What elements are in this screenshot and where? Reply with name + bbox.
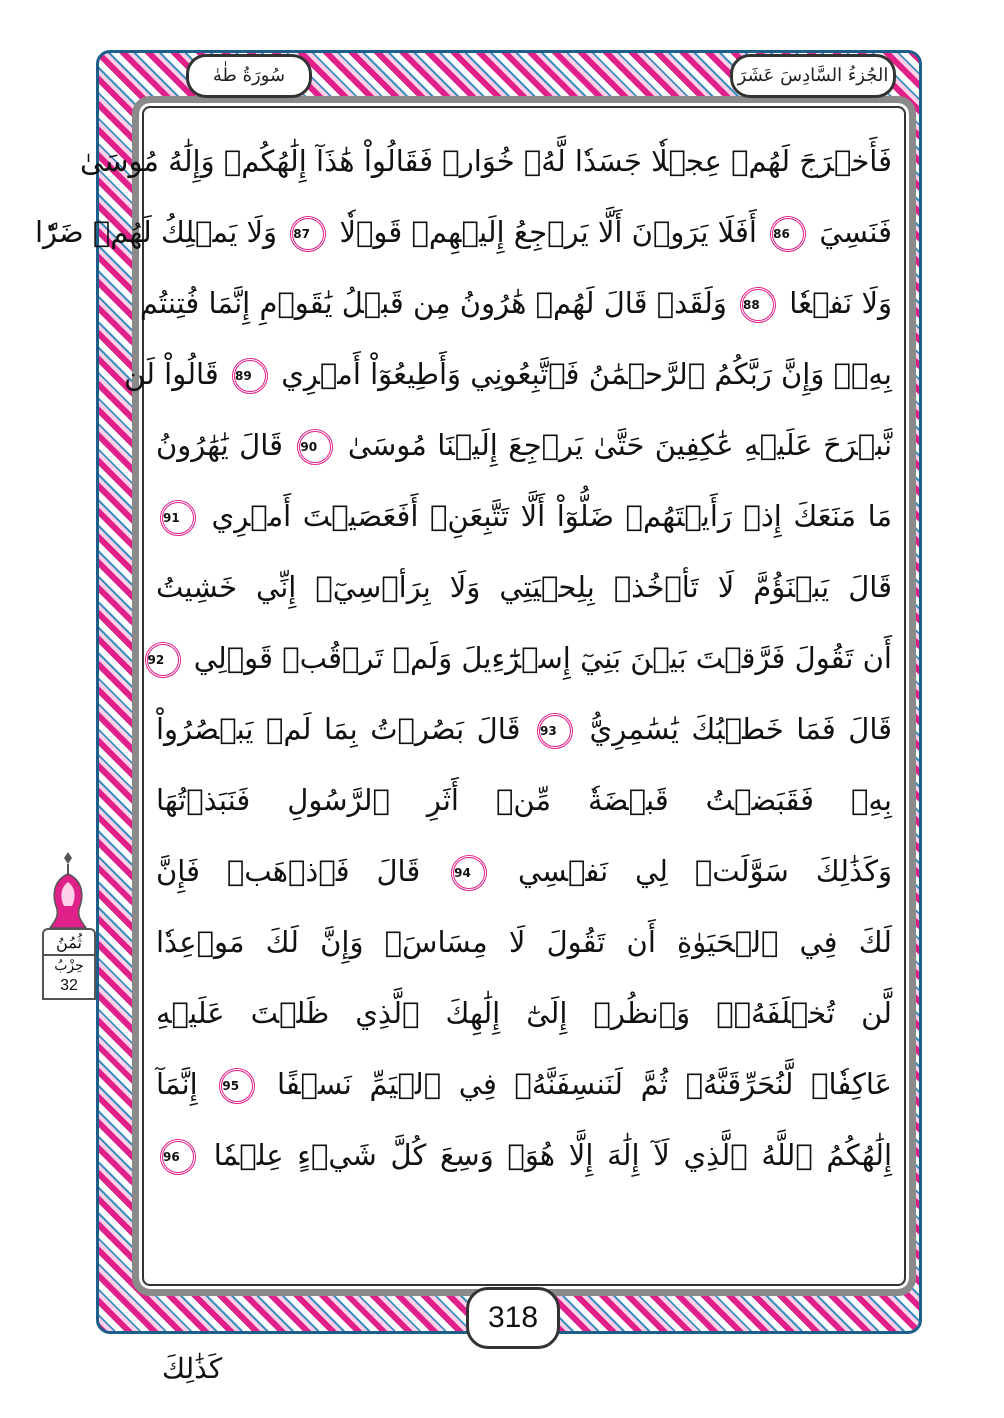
ayah-number-marker: 92 [145,642,181,678]
verse-text: قَالَ فَمَا خَطۡبُكَ يَٰسَٰمِرِيُّ [589,712,893,746]
verse-text: فَأَخۡرَجَ لَهُمۡ عِجۡلٗا جَسَدٗا لَّهُۥ خُوَارٞ فَقَالُواْ هَٰذَآ إِلَٰهُكُمۡ وَإِلَٰهُ مُوسَىٰ [79,144,892,178]
verse-text: مَا مَنَعَكَ إِذۡ رَأَيۡتَهُمۡ ضَلُّوٓاْ أَلَّا تَتَّبِعَنِۖ أَفَعَصَيۡتَ أَمۡرِي [211,499,892,533]
text-line [124,339,892,410]
verse-text: نَّبۡرَحَ عَلَيۡهِ عَٰكِفِينَ حَتَّىٰ يَرۡجِعَ إِلَيۡنَا مُوسَىٰ [347,428,893,462]
text-line [156,836,892,907]
verse-text: قَالُواْ لَن [124,357,219,391]
text-line [156,978,892,1049]
hizb-ornament-icon [46,850,90,930]
verse-text: فَنَسِيَ [819,215,892,249]
text-line [156,1049,892,1120]
hizb-quarter-label: ثُمُنُ [42,928,96,956]
text-line [79,126,892,197]
ayah-number-marker: 86 [770,216,806,252]
hizb-number: 32 [60,977,78,994]
surah-title: سُورَةُ طٰهٰ [186,54,312,98]
verse-text: قَالَ يَبۡنَؤُمَّ لَا تَأۡخُذۡ بِلِحۡيَتِي وَلَا بِرَأۡسِيٓۖ إِنِّي خَشِيتُ [156,570,892,604]
verse-text: إِلَٰهُكُمُ ٱللَّهُ ٱلَّذِي لَآ إِلَٰهَ إِلَّا هُوَۚ وَسِعَ كُلَّ شَيۡءٍ عِلۡمٗا [213,1138,893,1172]
verse-text: أَفَلَا يَرَوۡنَ أَلَّا يَرۡجِعُ إِلَيۡهِمۡ قَوۡلٗا [339,215,757,249]
ayah-number-marker: 90 [297,429,333,465]
text-line [34,197,892,268]
verse-text: وَلَقَدۡ قَالَ لَهُمۡ هَٰرُونُ مِن قَبۡلُ يَٰقَوۡمِ إِنَّمَا فُتِنتُم [139,286,727,320]
ayah-number-marker: 94 [451,855,487,891]
verse-text: وَلَا نَفۡعٗا [789,286,892,320]
text-line [147,623,892,694]
verse-text: قَالَ بَصُرۡتُ بِمَا لَمۡ يَبۡصُرُواْ [156,712,521,746]
juz-title: الجُزءُ السَّادِسَ عَشَرَ [730,54,896,98]
verse-text: عَاكِفٗاۖ لَّنُحَرِّقَنَّهُۥ ثُمَّ لَنَنسِفَنَّهُۥ فِي ٱلۡيَمِّ نَسۡفًا [276,1067,892,1101]
ayah-number-marker: 89 [232,358,268,394]
hizb-marker [28,850,108,1000]
page-number: 318 [466,1287,560,1349]
verse-text: أَن تَقُولَ فَرَّقۡتَ بَيۡنَ بَنِيٓ إِسۡرَٰٓءِيلَ وَلَمۡ تَرۡقُبۡ قَوۡلِي [193,641,892,675]
hizb-label: حِزْبُ [54,958,84,974]
text-line [156,1120,892,1191]
ayah-number-marker: 93 [537,713,573,749]
ayah-number-marker: 87 [290,216,326,252]
verse-text: قَالَ يَٰهَٰرُونُ [156,428,283,462]
text-line [156,481,892,552]
text-line [156,765,892,836]
verse-text: إِنَّمَآ [156,1067,198,1101]
verse-text: وَكَذَٰلِكَ سَوَّلَتۡ لِي نَفۡسِي [517,854,893,888]
ayah-number-marker: 91 [160,500,196,536]
hizb-box [42,954,96,1000]
ayah-number-marker: 88 [740,287,776,323]
verse-text: لَّن تُخۡلَفَهُۥۖ وَٱنظُرۡ إِلَىٰٓ إِلَٰهِكَ ٱلَّذِي ظَلۡتَ عَلَيۡهِ [156,996,892,1030]
text-line [156,907,892,978]
text-line [156,552,892,623]
text-line [156,694,892,765]
ayah-number-marker: 95 [219,1068,255,1104]
catchword: كَذَٰلِكَ [162,1352,223,1385]
verse-text: وَلَا يَمۡلِكُ لَهُمۡ ضَرّٗا [34,215,278,249]
verse-text: لَكَ فِي ٱلۡحَيَوٰةِ أَن تَقُولَ لَا مِسَاسَۖ وَإِنَّ لَكَ مَوۡعِدٗا [156,925,892,959]
text-line [139,268,892,339]
verse-text: بِهِۦۖ وَإِنَّ رَبَّكُمُ ٱلرَّحۡمَٰنُ فَٱتَّبِعُونِي وَأَطِيعُوٓاْ أَمۡرِي [281,357,892,391]
ayah-number-marker: 96 [160,1139,196,1175]
text-line [156,410,892,481]
verse-text: قَالَ فَٱذۡهَبۡ فَإِنَّ [156,854,421,888]
verse-text: بِهِۦ فَقَبَضۡتُ قَبۡضَةٗ مِّنۡ أَثَرِ ٱلرَّسُولِ فَنَبَذۡتُهَا [156,783,892,817]
